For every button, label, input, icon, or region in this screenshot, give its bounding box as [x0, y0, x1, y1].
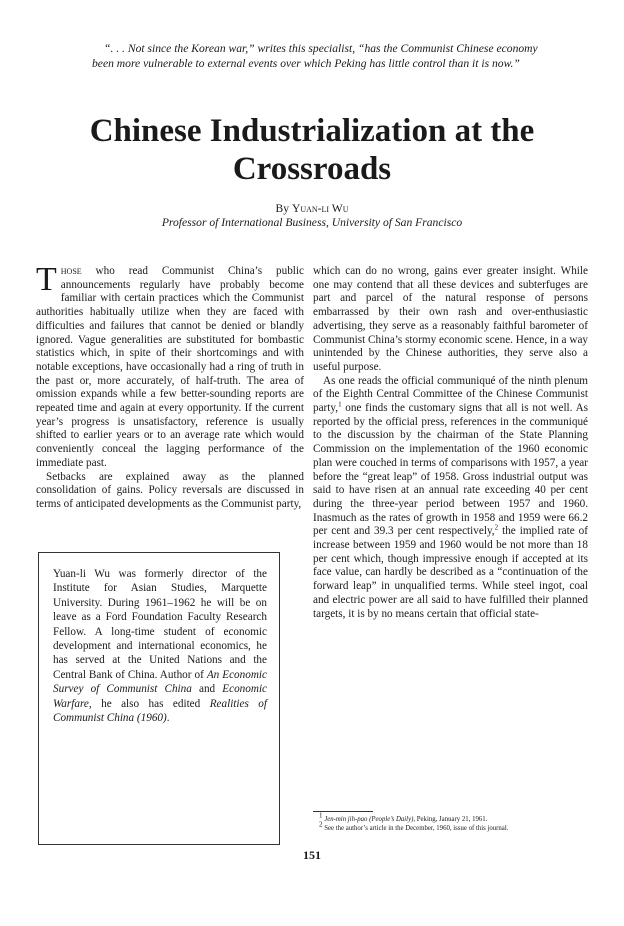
bio-book-3: Realities of Communist China (1960): [53, 697, 267, 725]
bio-text-end: .: [166, 712, 170, 725]
right-paragraph-2b: one finds the customary signs that all is not well. As reported by the official press, references in the communiqué to the discussion by the chairman of the State Planning Commission on the implementation of the 1960 economic plan were couched in terms of comparisons with 1957, a year before the “great leap” of 1958. Gross industrial output was said to have risen at an annual rate exceeding 40 per cent during the three-year period between 1957 and 1960. Inasmuch as the rates of growth in 1958 and 1959 were 66.2 per cent and 39.3 per cent respectively,: [313, 402, 588, 538]
footnote-1-text: , Peking, January 21, 1961.: [413, 816, 488, 823]
footnote-ref-1[interactable]: 1: [338, 400, 342, 409]
footnote-1: [313, 811, 588, 824]
left-paragraph-1: [36, 261, 304, 471]
page-number: 151: [303, 848, 321, 862]
footnote-1-number: 1: [319, 811, 323, 820]
author-name: Yuan-li Wu: [291, 202, 349, 215]
left-paragraph-2: Setbacks are explained away as the planned consolidation of gains. Policy reversals are discussed in terms of anticipated developments as the Communist party,: [36, 470, 304, 510]
article-title: Chinese Industrialization at the Crossroads: [89, 113, 535, 187]
footnotes: [313, 811, 588, 833]
drop-cap: T: [36, 261, 57, 298]
bio-book-1: An Economic Survey of Communist China: [53, 668, 267, 696]
right-column: [313, 265, 588, 621]
right-paragraph-2: [313, 375, 588, 622]
epigraph: “. . . Not since the Korean war,” writes this specialist, “has the Communist Chinese economy been more vulnerable to external events over which Peking has little control than it is now.”: [92, 42, 538, 70]
bio-text-and: and: [191, 683, 223, 696]
bio-book-2: Economic Warfare,: [53, 683, 268, 710]
footnote-ref-2[interactable]: 2: [494, 523, 499, 532]
bio-text-1: Yuan-li Wu was formerly director of the Institute for Asian Studies, Marquette University. During 1961–1962 he will be on leave as a Ford Foundation Faculty Research Fellow. A long-time student of economic development and international economics, he has served at the United Nations and the Central Bank of China. Author of: [53, 568, 267, 681]
left-paragraph-1-text: who read Communist China’s public announcements regularly have probably become familiar with certain practices which the Communist authorities habitually utilize when they are faced with difficulties and failures that cannot be denied or blandly ignored. Vague generalities are substituted for bombastic statistics which, in spite of their shortcomings and with notable exceptions, have occasionally had a ring of truth in the past or, more accurately, of half-truth. The area of omission expands while a few better-sounding reports are repeated time and again at every opportunity. If the current year’s progress is unsatisfactory, reference is usually shifted to earlier years or to an average rate which would conveniently conceal the lagging performance of the immediate past.: [36, 265, 304, 469]
footnote-1-title: Jen-min jih-pao (People’s Daily): [324, 816, 414, 823]
right-paragraph-2a: As one reads the official communiqué of the ninth plenum of the Eighth Central Committee of the Chinese Communist party,: [313, 374, 588, 415]
author-affiliation: Professor of International Business, University of San Francisco: [161, 216, 463, 229]
byline: [20, 201, 604, 216]
byline-prefix: By: [275, 202, 290, 215]
left-column: [36, 261, 304, 512]
right-paragraph-2c: the implied rate of increase between 1959 and 1960 would be not more than 18 per cent which, though impressive enough if accepted at its face value, can hardly be described as a “continuation of the forward leap” in unqualified terms. While steel ingot, coal and electric power are all said to have fulfilled their planned targets, it is by no means certain that official state-: [313, 525, 588, 620]
right-paragraph-1: which can do no wrong, gains ever greater insight. While one may contend that all these devices and subterfuges are part and parcel of the natural response of persons embarrassed by their own rash and over-enthusiastic advertising, they serve as a reasonably faithful barometer of Communist China’s stormy economic scene. Hence, in a way unintended by the Chinese authorities, they serve also a useful purpose.: [313, 265, 588, 373]
footnote-2-text: See the author’s article in the December, 1960, issue of this journal.: [324, 825, 509, 832]
footnote-2: [313, 820, 588, 833]
footnote-2-number: 2: [319, 820, 323, 829]
bio-text-2: he also has edited: [91, 697, 210, 710]
author-bio: [53, 567, 267, 725]
lead-smallcaps: hose: [60, 265, 82, 277]
author-bio-box: [38, 552, 280, 845]
